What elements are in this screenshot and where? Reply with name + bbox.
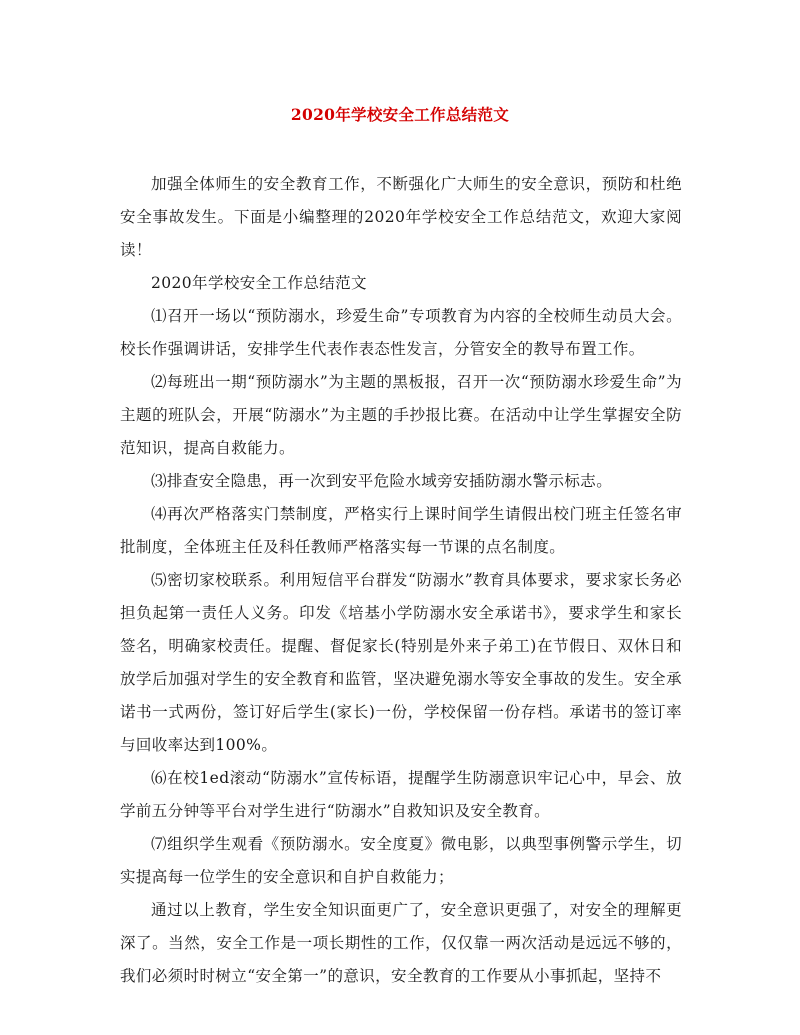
list-item: ⑶排查安全隐患，再一次到安平危险水域旁安插防溺水警示标志。 [151, 472, 613, 490]
list-item: ⑺组织学生观看《预防溺水。安全度夏》微电影，以典型事例警示学生，切实提高每一位学生的安全意识和自护自救能力； [120, 835, 682, 886]
list-item: ⑵每班出一期“预防溺水”为主题的黑板报，召开一次“预防溺水珍爱生命”为主题的班队会，开展“防溺水”为主题的手抄报比赛。在活动中让学生掌握安全防范知识，提高自救能力。 [120, 373, 682, 457]
list-item: ⑸密切家校联系。利用短信平台群发“防溺水”教育具体要求，要求家长务必担负起第一责任人义务。印发《培基小学防溺水安全承诺书》，要求学生和家长签名，明确家校责任。提醒、督促家长(特别是外来子弟工)在节假日、双休日和放学后加强对学生的安全教育和监管，坚决避免溺水等安全事故的发生。安全承诺书一式两份，签订好后学生(家长)一份，学校保留一份存档。承诺书的签订率与回收率达到100%。 [120, 571, 682, 754]
document-body [120, 168, 682, 993]
document-title: 2020年学校安全工作总结范文 [290, 105, 510, 124]
list-item: ⑹在校1ed滚动“防溺水”宣传标语，提醒学生防溺意识牢记心中，早会、放学前五分钟等平台对学生进行“防溺水”自救知识及安全教育。 [120, 769, 682, 820]
list-item: ⑴召开一场以“预防溺水，珍爱生命”专项教育为内容的全校师生动员大会。校长作强调讲话，安排学生代表作表态性发言，分管安全的教导布置工作。 [120, 307, 682, 358]
list-item: ⑷再次严格落实门禁制度，严格实行上课时间学生请假出校门班主任签名审批制度，全体班主任及科任教师严格落实每一节课的点名制度。 [120, 505, 682, 556]
intro-paragraph: 加强全体师生的安全教育工作，不断强化广大师生的安全意识，预防和杜绝安全事故发生。下面是小编整理的2020年学校安全工作总结范文，欢迎大家阅读！ [120, 175, 682, 259]
conclusion-paragraph: 通过以上教育，学生安全知识面更广了，安全意识更强了，对安全的理解更深了。当然，安全工作是一项长期性的工作，仅仅靠一两次活动是远远不够的，我们必须时时树立“安全第一”的意识，安全教育的工作要从小事抓起，坚持不 [120, 901, 682, 985]
section-heading: 2020年学校安全工作总结范文 [151, 274, 367, 292]
